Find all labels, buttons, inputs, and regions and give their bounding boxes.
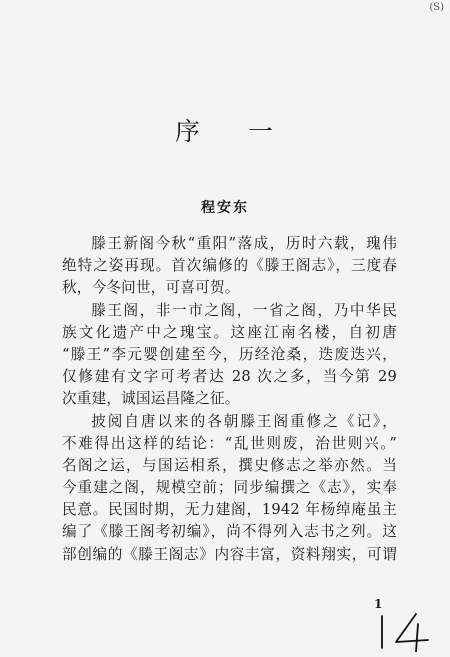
body-text [62,233,397,566]
body-line: 民意。民国时期，无力建阁，1942 年杨绰庵虽主 [62,501,397,519]
body-line: 滕王新阁今秋“重阳”落成，历时六载，瑰伟 [91,235,397,252]
page-number: 1 [374,597,383,611]
body-line: 族文化遗产中之瑰宝。这座江南名楼，自初唐 [62,323,397,341]
body-line: 部创编的《滕王阁志》内容丰富，资料翔实，可谓 [62,545,397,563]
body-line: 绝特之姿再现。首次编修的《滕王阁志》，三度春 [62,257,397,275]
author-name: 程安东 [201,200,249,216]
body-line: 今重建之阁，规模空前；同步编撰之《志》，实奉 [62,479,397,497]
body-line: 名阁之运，与国运相系，撰史修志之举亦然。当 [62,456,397,474]
body-line: “滕王”李元婴创建至今，历经沧桑，迭废迭兴， [62,345,397,363]
handwritten-page-number [376,612,432,652]
body-line: 滕王阁，非一市之阁，一省之阁，乃中华民 [91,301,397,319]
corner-mark: (S) [429,2,444,13]
body-line: 不难得出这样的结论：“乱世则废，治世则兴。” [62,434,397,452]
body-line: 披阅自唐以来的各朝滕王阁重修之《记》， [91,412,397,430]
body-line: 仅修建有文字可考者达 28 次之多，当今第 29 [62,368,397,386]
body-line: 编了《滕王阁考初编》，尚不得列入志书之列。这 [62,523,397,541]
body-line: 次重建，诚国运昌隆之征。 [62,390,240,408]
title-char-2: 一 [248,117,276,146]
preface-title [0,112,450,148]
title-char-1: 序 [174,117,202,146]
body-line: 秋，今冬问世，可喜可贺。 [62,279,240,297]
